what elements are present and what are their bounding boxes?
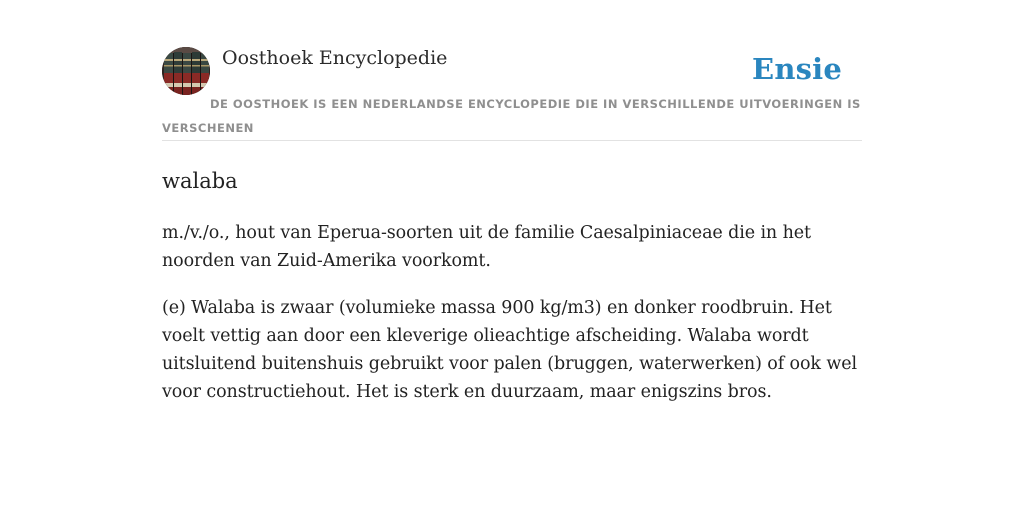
entry-paragraph: (e) Walaba is zwaar (volumieke massa 900 kg/m3) en donker roodbruin. Het voelt vettig aan door een kleverige olieachtige afscheiding. Walaba wordt uitsluitend buitenshuis gebruikt voor palen (bruggen, waterwerken) of ook wel voor constructiehout. Het is sterk en duurzaam, maar enigszins bros. bbox=[162, 298, 858, 402]
source-header bbox=[162, 46, 862, 141]
entry-title: walaba bbox=[162, 169, 238, 193]
book-spines-icon[interactable] bbox=[162, 47, 210, 95]
source-tagline: DE OOSTHOEK IS EEN NEDERLANDSE ENCYCLOPEDIE DIE IN VERSCHILLENDE UITVOERINGEN IS VERSCHENEN bbox=[162, 97, 861, 135]
entry-paragraph: m./v./o., hout van Eperua-soorten uit de familie Caesalpiniaceae die in het noorden van Zuid-Amerika voorkomt. bbox=[162, 223, 811, 271]
content-container bbox=[162, 46, 862, 406]
brand-logo[interactable]: Ensie bbox=[752, 52, 842, 86]
source-name[interactable]: Oosthoek Encyclopedie bbox=[222, 47, 448, 69]
